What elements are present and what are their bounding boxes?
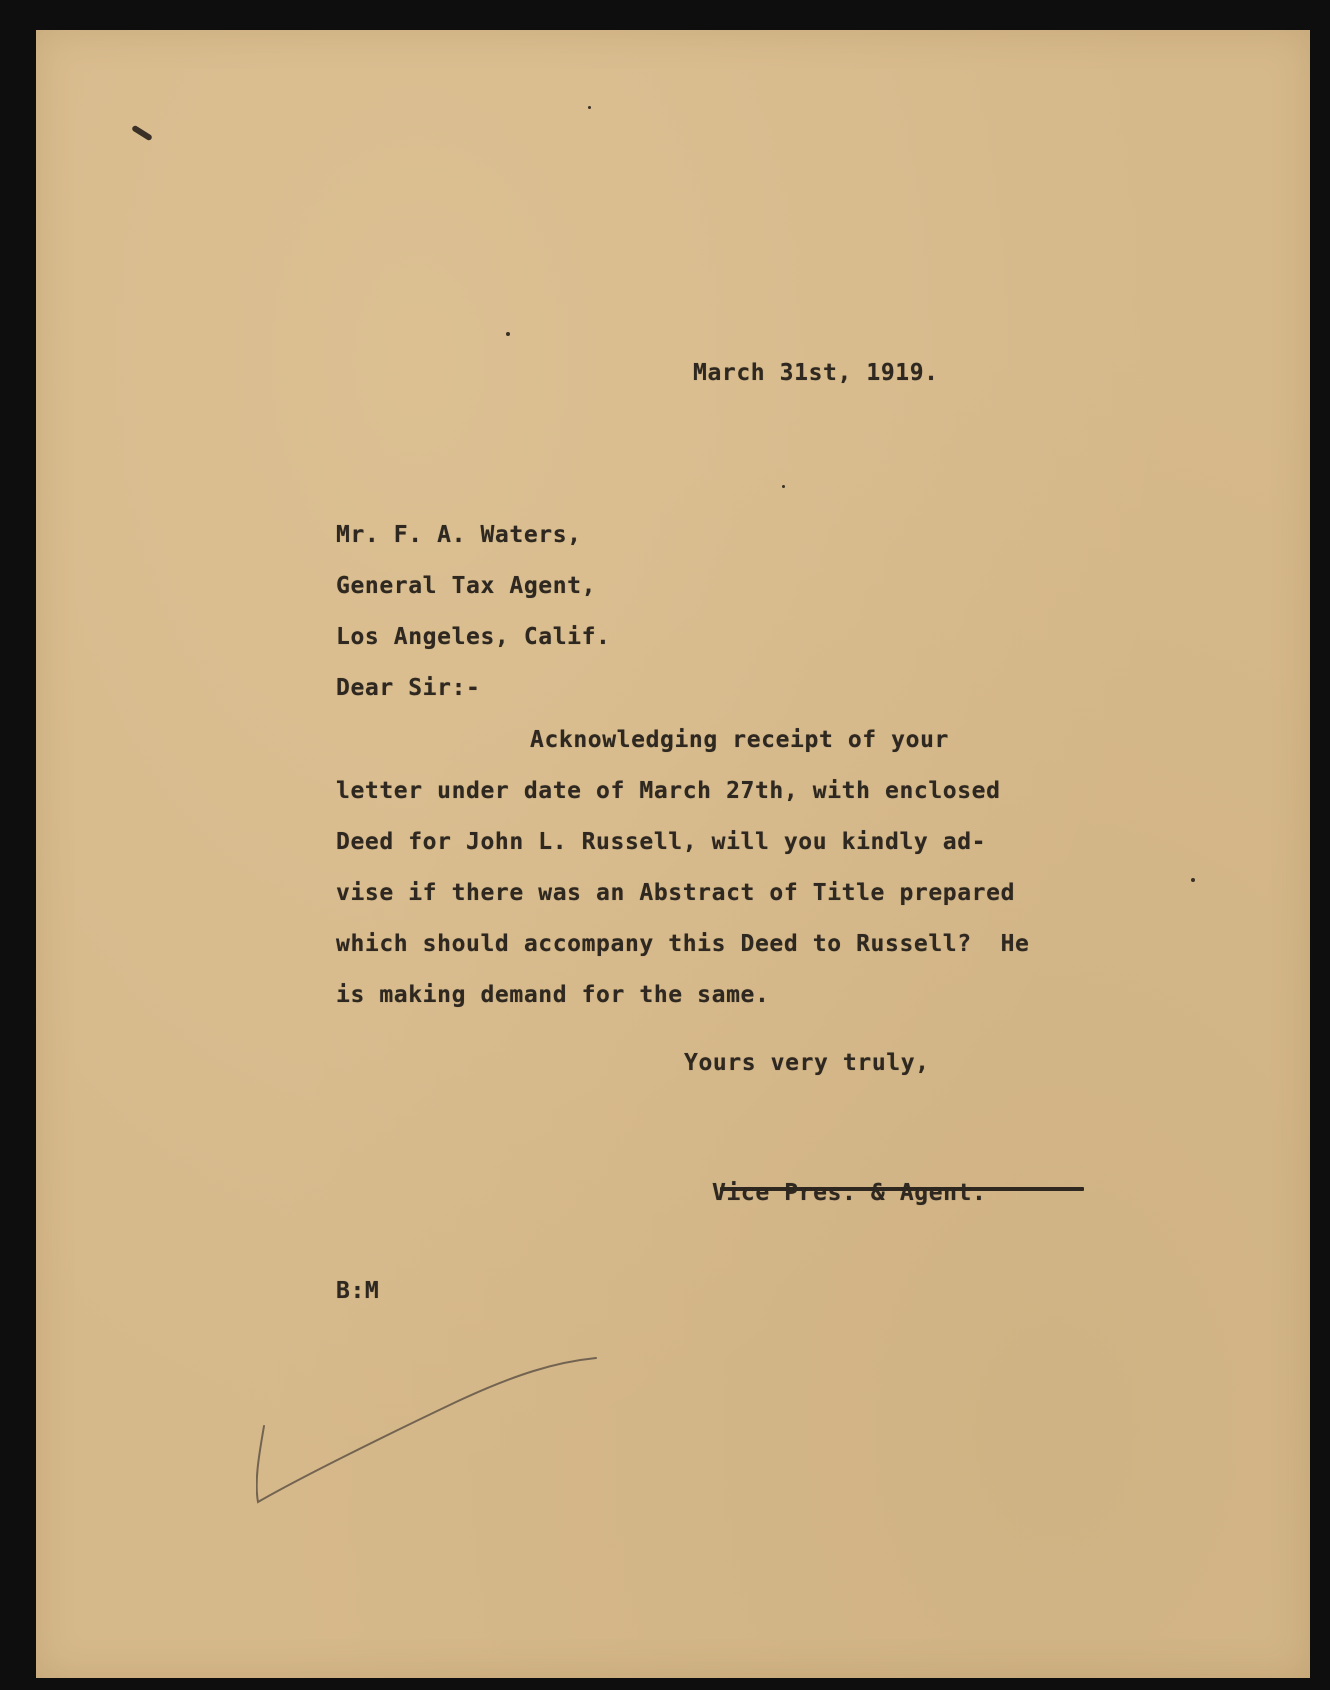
ink-mark — [131, 125, 153, 142]
letter-date: March 31st, 1919. — [693, 360, 939, 386]
recipient-block — [336, 510, 611, 714]
body-line: which should accompany this Deed to Russell? He — [336, 931, 1030, 957]
body-line: is making demand for the same. — [336, 982, 770, 1008]
recipient-title: General Tax Agent, — [336, 573, 597, 599]
ink-speck — [588, 106, 591, 109]
body-line: vise if there was an Abstract of Title prepared — [336, 880, 1016, 906]
pencil-checkmark — [256, 1330, 636, 1530]
signature-title: Vice Pres. & Agent. — [712, 1180, 987, 1206]
salutation: Dear Sir:- — [336, 675, 481, 701]
recipient-name: Mr. F. A. Waters, — [336, 522, 582, 548]
ink-speck — [1191, 878, 1195, 882]
recipient-city: Los Angeles, Calif. — [336, 624, 611, 650]
typist-initials: B:M — [336, 1278, 380, 1304]
letter-paper — [36, 30, 1310, 1678]
letter-body — [336, 715, 1029, 1021]
body-line: Deed for John L. Russell, will you kindly ad- — [336, 829, 987, 855]
body-line: letter under date of March 27th, with enclosed — [336, 778, 1001, 804]
ink-speck — [782, 485, 785, 488]
closing: Yours very truly, — [684, 1050, 930, 1076]
ink-speck — [506, 332, 510, 336]
body-line: Acknowledging receipt of your — [530, 727, 949, 753]
